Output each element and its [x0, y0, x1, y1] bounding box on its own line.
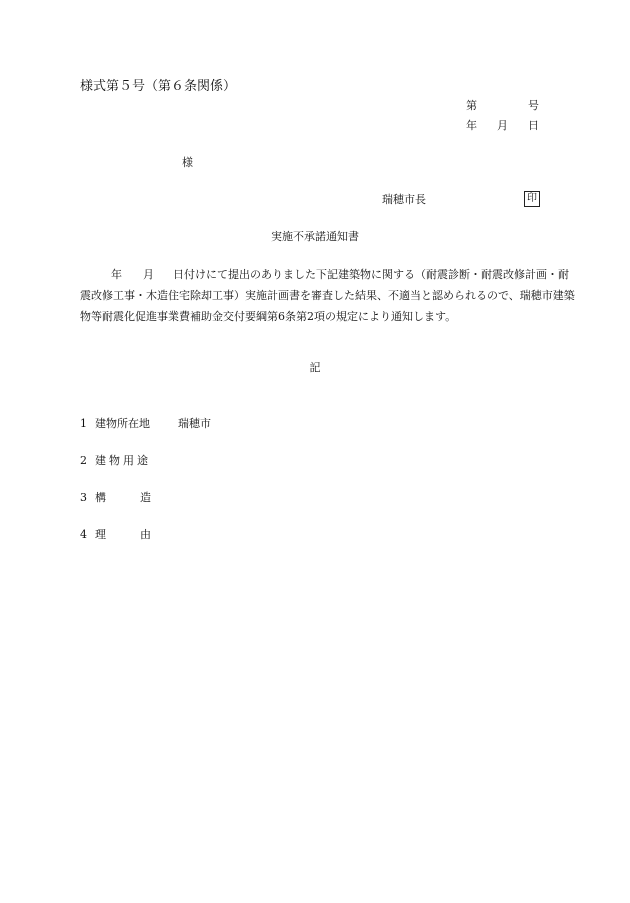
item-number: 4	[80, 528, 87, 541]
item-label-location: 建物所在地	[95, 417, 150, 430]
body-line-2: 震改修工事・木造住宅除却工事）実施計画書を審査した結果、不適当と認められるので、瑞穂市建築	[80, 289, 575, 302]
item-label-reason: 理由	[95, 528, 185, 541]
seal-mark: 印	[524, 191, 540, 207]
date-year-label: 年	[466, 119, 477, 132]
document-title: 実施不承諾通知書	[271, 230, 359, 243]
ki-heading: 記	[309, 361, 321, 374]
body-line-1	[80, 264, 569, 285]
item-label-structure: 構造	[95, 491, 185, 504]
form-label: 様式第５号（第６条関係）	[80, 79, 237, 94]
date-day-label: 日	[528, 119, 539, 132]
document-number-prefix: 第	[466, 99, 477, 112]
date-month-label: 月	[497, 119, 508, 132]
issuer-name: 瑞穂市長	[382, 193, 426, 206]
item-value-location: 瑞穂市	[178, 417, 211, 430]
body-month-label: 月	[143, 268, 154, 281]
body-year-label: 年	[111, 268, 122, 281]
document-number-suffix: 号	[528, 99, 539, 112]
addressee-honorific: 様	[182, 156, 193, 169]
item-label-use: 建物用途	[95, 454, 151, 467]
body-line-1-text: 日付けにて提出のありました下記建築物に関する（耐震診断・耐震改修計画・耐	[173, 268, 569, 281]
body-paragraph	[80, 264, 575, 327]
body-line-3: 物等耐震化促進事業費補助金交付要綱第6条第2項の規定により通知します。	[80, 310, 457, 323]
item-number: 1	[80, 417, 87, 430]
item-number: 2	[80, 454, 87, 467]
item-number: 3	[80, 491, 87, 504]
